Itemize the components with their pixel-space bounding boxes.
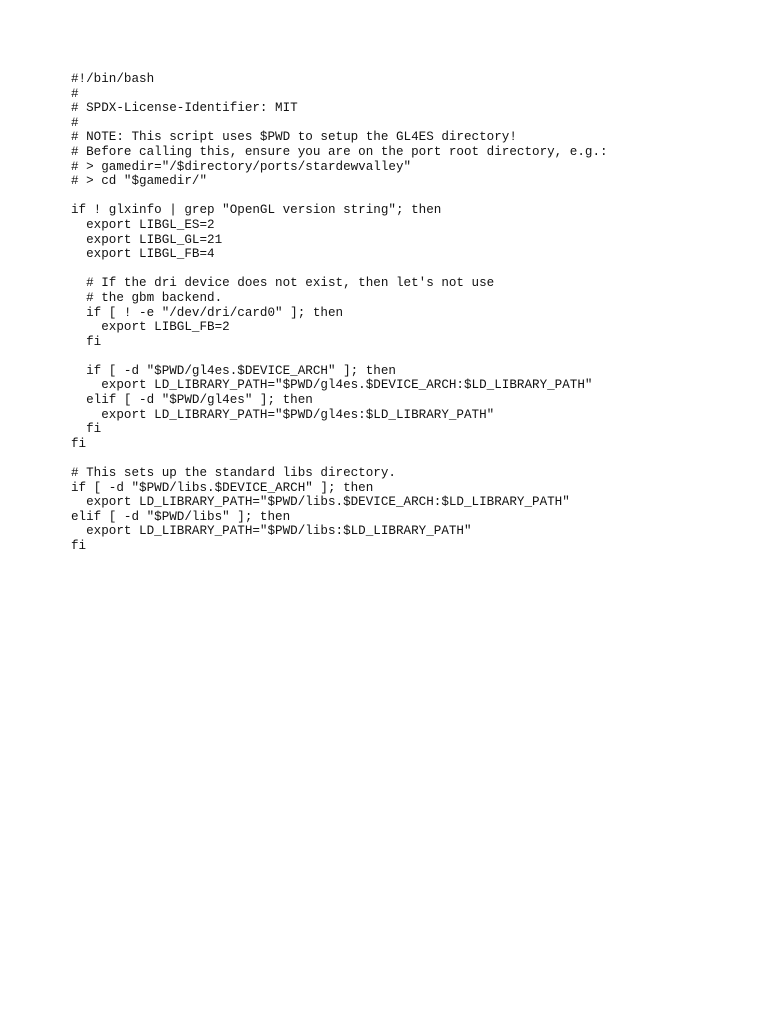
script-code-block bbox=[71, 72, 608, 554]
code-line: fi bbox=[71, 539, 87, 553]
code-line: if [ ! -e "/dev/dri/card0" ]; then bbox=[71, 305, 344, 320]
code-line: elif [ -d "$PWD/libs" ]; then bbox=[71, 509, 291, 524]
code-line: export LD_LIBRARY_PATH="$PWD/libs:$LD_LIBRARY_PATH" bbox=[71, 524, 472, 539]
code-line: # If the dri device does not exist, then let's not use bbox=[71, 276, 495, 291]
code-line: elif [ -d "$PWD/gl4es" ]; then bbox=[71, 393, 313, 408]
code-line: # > gamedir="/$directory/ports/stardewvalley" bbox=[71, 159, 412, 174]
code-line: if [ -d "$PWD/gl4es.$DEVICE_ARCH" ]; then bbox=[71, 363, 396, 378]
code-line: fi bbox=[71, 422, 102, 437]
code-line: fi bbox=[71, 334, 102, 349]
code-line: # bbox=[71, 86, 79, 101]
code-line: export LIBGL_ES=2 bbox=[71, 217, 215, 232]
code-line bbox=[71, 451, 608, 466]
code-line: # This sets up the standard libs directory. bbox=[71, 466, 396, 481]
code-line: # > cd "$gamedir/" bbox=[71, 174, 208, 189]
code-line: #!/bin/bash bbox=[71, 72, 155, 86]
code-line bbox=[71, 189, 608, 204]
code-line: export LIBGL_GL=21 bbox=[71, 232, 223, 247]
code-line bbox=[71, 262, 608, 277]
code-line bbox=[71, 349, 608, 364]
code-line: export LIBGL_FB=4 bbox=[71, 247, 215, 262]
code-line: export LD_LIBRARY_PATH="$PWD/gl4es:$LD_LIBRARY_PATH" bbox=[71, 407, 495, 422]
code-line: export LIBGL_FB=2 bbox=[71, 320, 230, 335]
code-line: # the gbm backend. bbox=[71, 290, 223, 305]
code-line: export LD_LIBRARY_PATH="$PWD/gl4es.$DEVICE_ARCH:$LD_LIBRARY_PATH" bbox=[71, 378, 593, 393]
code-line: if [ -d "$PWD/libs.$DEVICE_ARCH" ]; then bbox=[71, 480, 374, 495]
code-line: # Before calling this, ensure you are on the port root directory, e.g.: bbox=[71, 144, 608, 159]
code-line: # SPDX-License-Identifier: MIT bbox=[71, 101, 298, 116]
code-line: # bbox=[71, 115, 79, 130]
code-line: export LD_LIBRARY_PATH="$PWD/libs.$DEVICE_ARCH:$LD_LIBRARY_PATH" bbox=[71, 495, 570, 510]
code-line: fi bbox=[71, 436, 87, 451]
code-line: # NOTE: This script uses $PWD to setup the GL4ES directory! bbox=[71, 130, 517, 145]
code-line: if ! glxinfo | grep "OpenGL version string"; then bbox=[71, 203, 442, 218]
